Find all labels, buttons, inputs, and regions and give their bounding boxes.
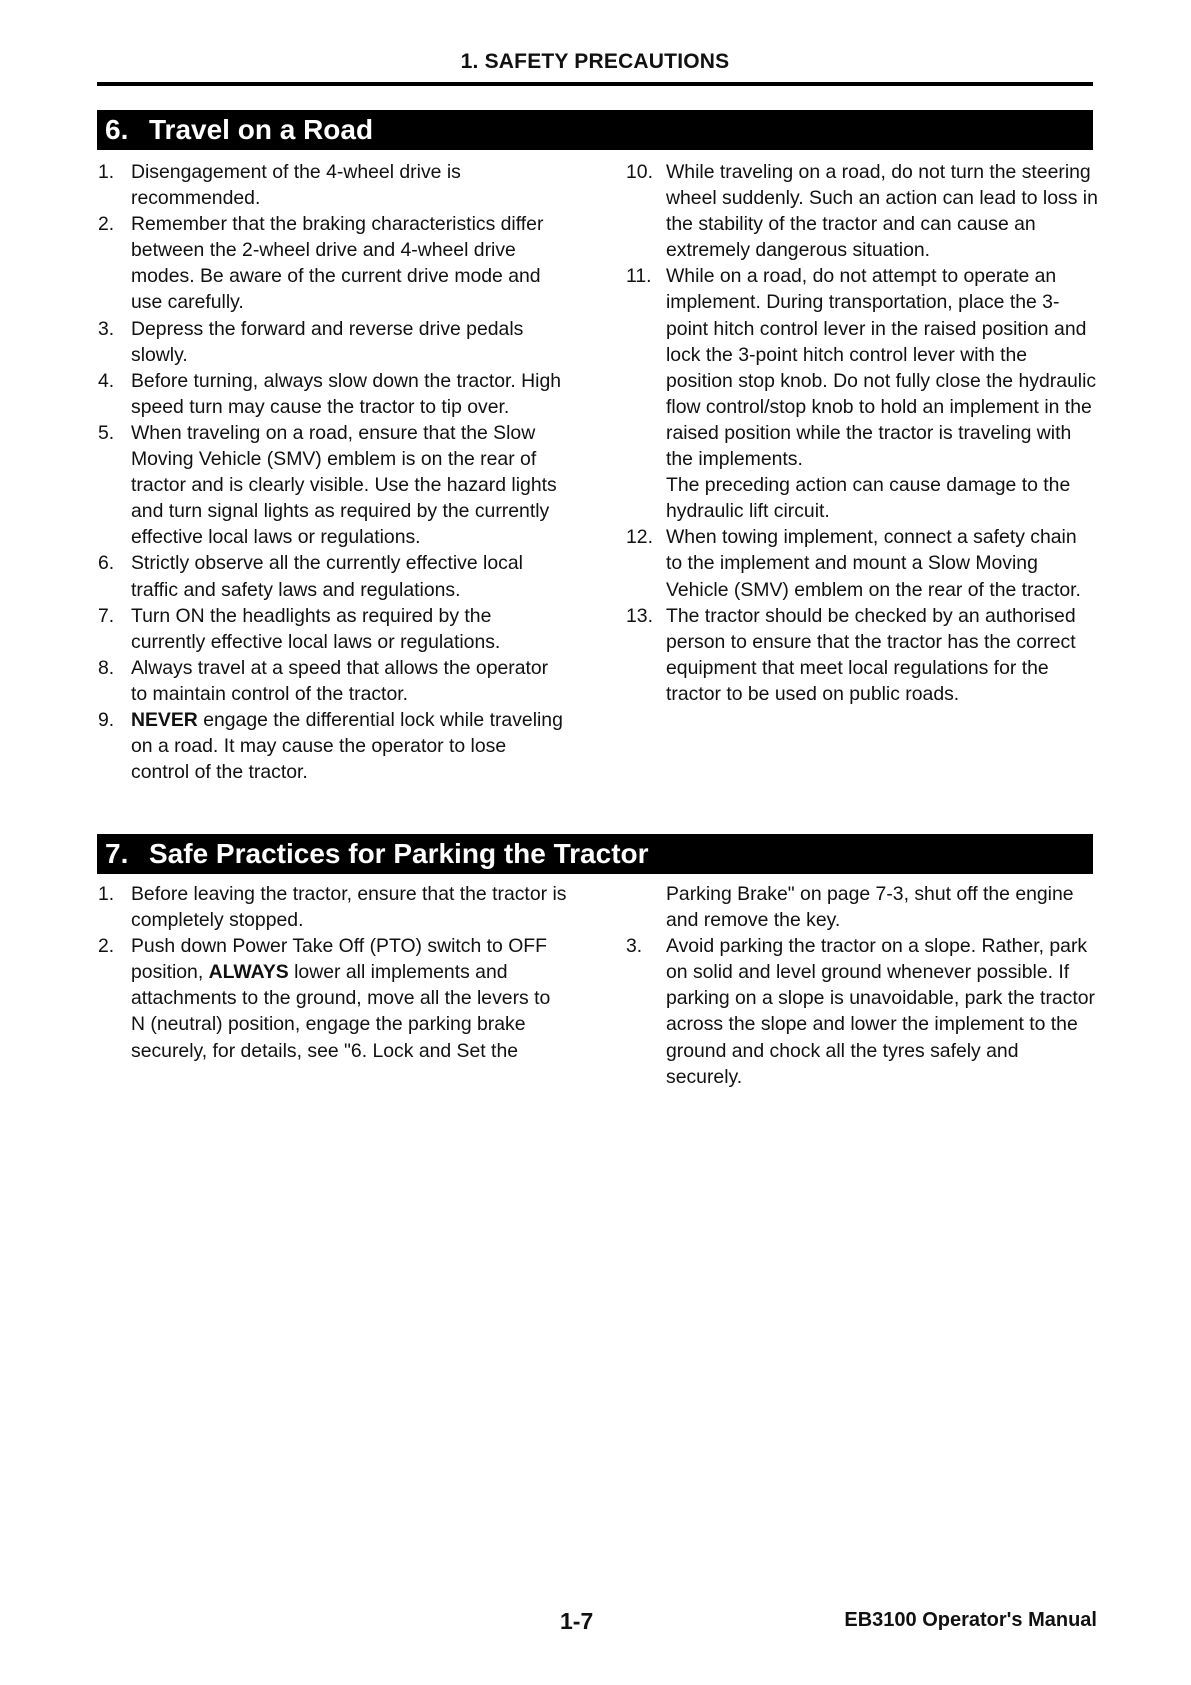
- section-6-list-right: [626, 159, 1098, 707]
- list-item: 5. When traveling on a road, ensure that the Slow Moving Vehicle (SMV) emblem is on the rear of tractor and is clearly visible. Use the hazard lights and turn signal lights as required by the currently effective local laws or regulations.: [98, 421, 557, 549]
- footer-manual-title: EB3100 Operator's Manual: [844, 1609, 1097, 1631]
- list-item: 3. Avoid parking the tractor on a slope. Rather, park on solid and level ground whenever possible. If parking on a slope is unavoidable, park the tractor across the slope and lower the implement to the ground and chock all the tyres safely and securely.: [626, 935, 1096, 1088]
- emphasis-always: ALWAYS: [208, 961, 289, 984]
- footer-page-number: 1-7: [560, 1608, 594, 1634]
- section-7-title: Safe Practices for Parking the Tractor: [149, 838, 649, 869]
- list-item: 1. Before leaving the tractor, ensure that the tractor is completely stopped.: [98, 883, 567, 932]
- section-6-right-column: [626, 159, 1098, 707]
- section-7-right-column: [626, 881, 1098, 1090]
- section-6-left-column: [98, 159, 568, 785]
- list-item: 2. Remember that the braking characteristics differ between the 2-wheel drive and 4-wheel drive modes. Be aware of the current drive mode and use carefully.: [98, 213, 544, 314]
- list-item: 2. Push down Power Take Off (PTO) switch to OFF position, ALWAYS lower all implements and attachments to the ground, move all the levers to N (neutral) position, engage the parking brake securely, for details, see "6. Lock and Set the: [98, 935, 551, 1062]
- section-7-list-left: [98, 881, 568, 1064]
- list-item: 13. The tractor should be checked by an authorised person to ensure that the tractor has the correct equipment that meet local regulations for the tractor to be used on public roads.: [626, 604, 1076, 705]
- section-7-number: 7.: [105, 838, 129, 869]
- list-item: 1. Disengagement of the 4-wheel drive is recommended.: [98, 161, 461, 210]
- section-6-title: Travel on a Road: [149, 114, 374, 145]
- section-6-list-left: [98, 159, 568, 785]
- list-item: 3. Depress the forward and reverse drive pedals slowly.: [98, 317, 524, 366]
- section-6-number: 6.: [105, 114, 129, 145]
- header-rule: [97, 82, 1093, 86]
- list-item: 12. When towing implement, connect a safety chain to the implement and mount a Slow Moving Vehicle (SMV) emblem on the rear of the tractor.: [626, 526, 1081, 601]
- list-item: 10. While traveling on a road, do not turn the steering wheel suddenly. Such an action can lead to loss in the stability of the tractor and can cause an extremely dangerous situation.: [626, 161, 1098, 262]
- list-item: 7. Turn ON the headlights as required by the currently effective local laws or regulations.: [98, 604, 501, 653]
- list-item: 4. Before turning, always slow down the tractor. High speed turn may cause the tractor to tip over.: [98, 369, 562, 418]
- section-7-left-column: [98, 881, 568, 1064]
- section-7-list-right: [626, 933, 1098, 1090]
- list-item: 8. Always travel at a speed that allows the operator to maintain control of the tractor.: [98, 656, 549, 705]
- list-item-continuation: Parking Brake" on page 7-3, shut off the engine and remove the key.: [666, 883, 1074, 932]
- page-header-title: 1. SAFETY PRECAUTIONS: [460, 50, 730, 73]
- list-item: 6. Strictly observe all the currently effective local traffic and safety laws and regulations.: [98, 552, 523, 601]
- list-item: 11. While on a road, do not attempt to operate an implement. During transportation, place the 3-point hitch control lever in the raised position and lock the 3-point hitch control lever with the position stop knob. Do not fully close the hydraulic flow control/stop knob to hold an implement in the raised position while the tractor is traveling with the implements. The preceding action can cause damage to the hydraulic lift circuit.: [626, 265, 1097, 523]
- emphasis-never: NEVER: [131, 708, 198, 731]
- list-item: 9. NEVER engage the differential lock while traveling on a road. It may cause the operator to lose control of the tractor.: [98, 708, 563, 784]
- section-7-heading: [97, 834, 1093, 874]
- section-6-heading: [97, 110, 1093, 150]
